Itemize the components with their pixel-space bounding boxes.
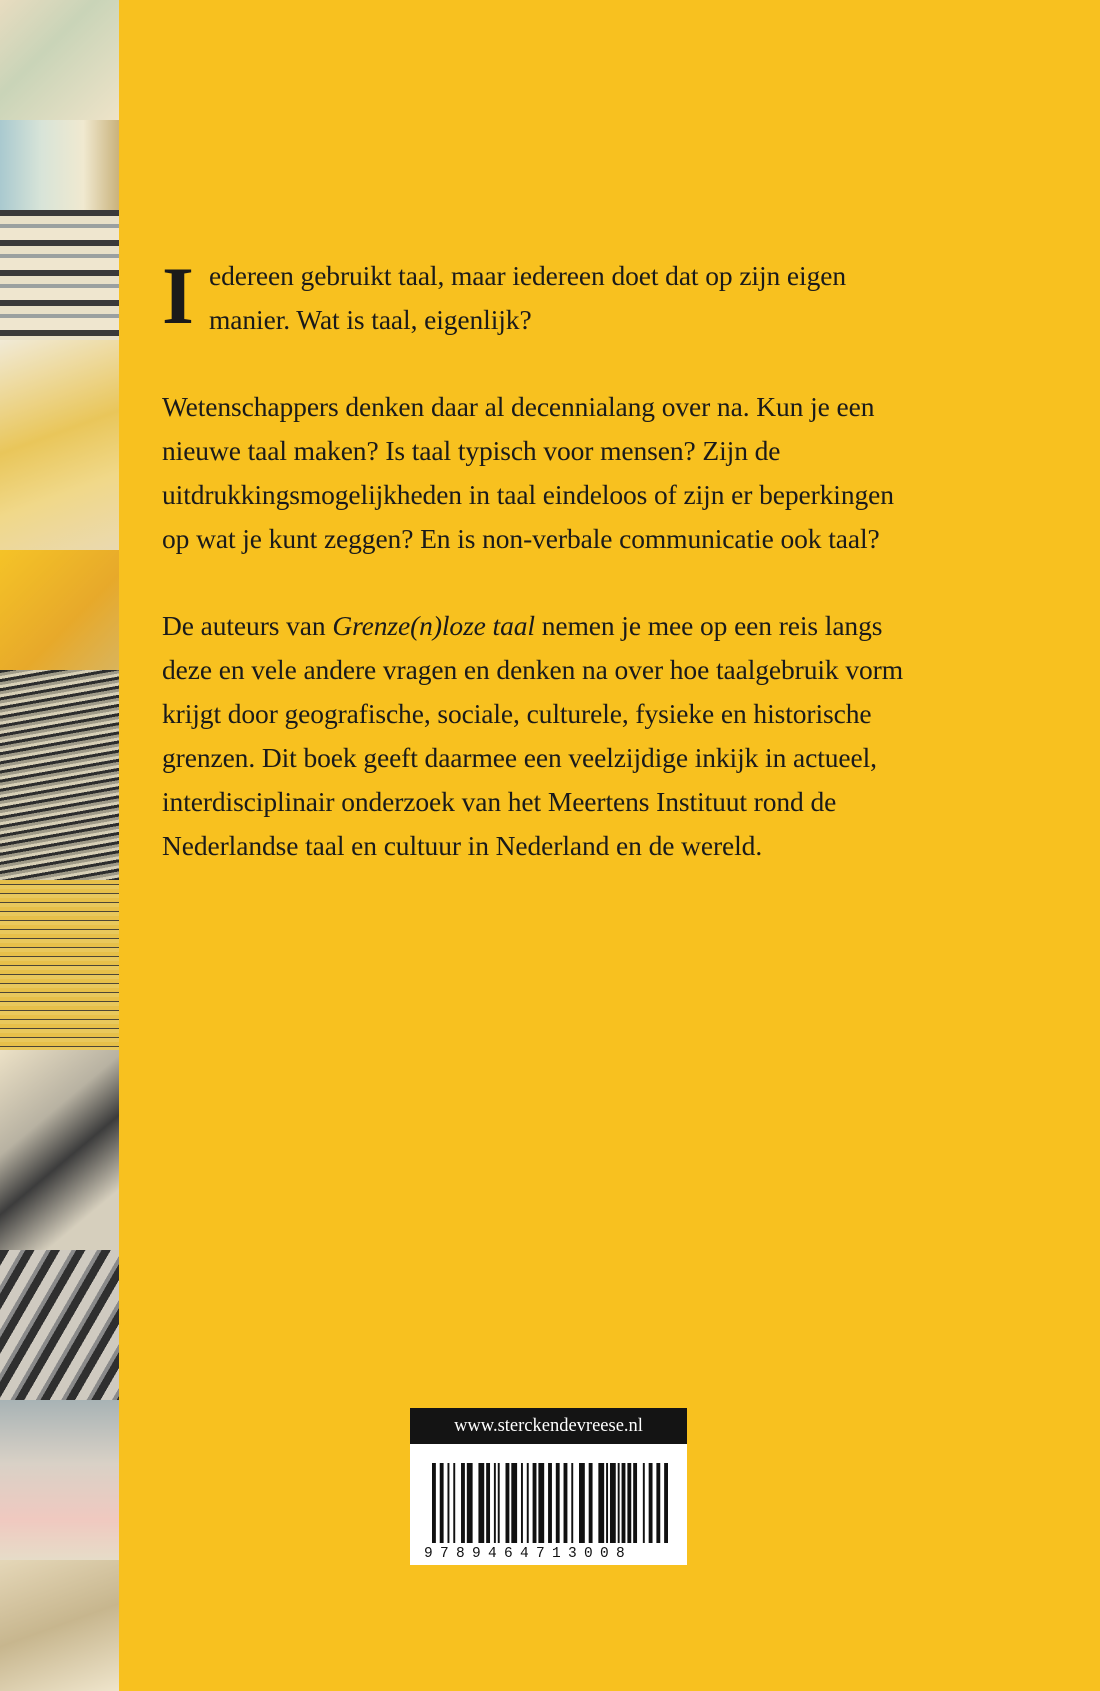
barcode-bar [527, 1463, 529, 1543]
barcode-bar [486, 1463, 490, 1543]
paragraph-1-text: edereen gebruikt taal, maar iedereen doet dat op zijn eigen manier. Wat is taal, eigenlijk? [209, 260, 846, 335]
barcode-bar [564, 1463, 568, 1543]
barcode-bar [643, 1463, 645, 1543]
barcode-bar [656, 1463, 660, 1543]
barcode-bar [649, 1463, 653, 1543]
barcode-bar [627, 1463, 631, 1543]
barcode-bar [538, 1463, 544, 1543]
barcode-bar [598, 1463, 604, 1543]
barcode-bar [606, 1463, 608, 1543]
blurb-paragraph-2: Wetenschappers denken daar al decennialang over na. Kun je een nieuwe taal maken? Is taal typisch voor mensen? Zijn de uitdrukkingsmogelijkheden in taal eindeloos of zijn er beperkingen op wat je kunt zeggen? En is non-verbale communicatie ook taal? [162, 391, 894, 554]
barcode-bar [589, 1463, 593, 1543]
barcode-bar [447, 1463, 449, 1543]
barcode-bar [521, 1463, 523, 1543]
book-title: Grenze(n)loze taal [332, 610, 535, 641]
isbn-barcode-box [410, 1408, 687, 1565]
barcode-bar [453, 1463, 455, 1543]
isbn-number: 9789464713008 [424, 1546, 633, 1562]
barcode-bar [494, 1463, 496, 1543]
barcode-bar [579, 1463, 585, 1543]
paragraph-3-body: nemen je mee op een reis langs deze en vele andere vragen en denken na over hoe taalgebruik vorm krijgt door geografische, sociale, culturele, fysieke en historische grenzen. Dit boek geeft daarmee een veelzijdige inkijk in actueel, interdisciplinair onderzoek van het Meertens Instituut rond de Nederlandse taal en cultuur in Nederland en de wereld. [162, 610, 903, 861]
barcode-bar [498, 1463, 500, 1543]
paragraph-3-intro: De auteurs van [162, 610, 333, 641]
barcode-bar [506, 1463, 510, 1543]
barcode-bar [432, 1463, 436, 1543]
barcode-bar [610, 1463, 616, 1543]
barcode-bar [571, 1463, 573, 1543]
back-cover-blurb [162, 250, 922, 868]
barcode-bar [511, 1463, 517, 1543]
barcode-bar [461, 1463, 465, 1543]
barcode-bar [618, 1463, 620, 1543]
barcode-bar [478, 1463, 484, 1543]
blurb-paragraph-3 [162, 604, 922, 868]
barcode-bar [548, 1463, 552, 1543]
barcode-bars [432, 1463, 668, 1543]
drop-cap: I [162, 250, 194, 341]
barcode-bar [633, 1463, 637, 1543]
barcode-bar [533, 1463, 537, 1543]
barcode-bar [440, 1463, 444, 1543]
blurb-paragraph-1 [162, 250, 922, 342]
barcode-bar [556, 1463, 560, 1543]
barcode-bar [664, 1463, 668, 1543]
barcode-bar [467, 1463, 473, 1543]
publisher-url: www.sterckendevreese.nl [410, 1408, 687, 1444]
cover-collage-artwork [0, 0, 119, 1691]
barcode-bar [622, 1463, 626, 1543]
